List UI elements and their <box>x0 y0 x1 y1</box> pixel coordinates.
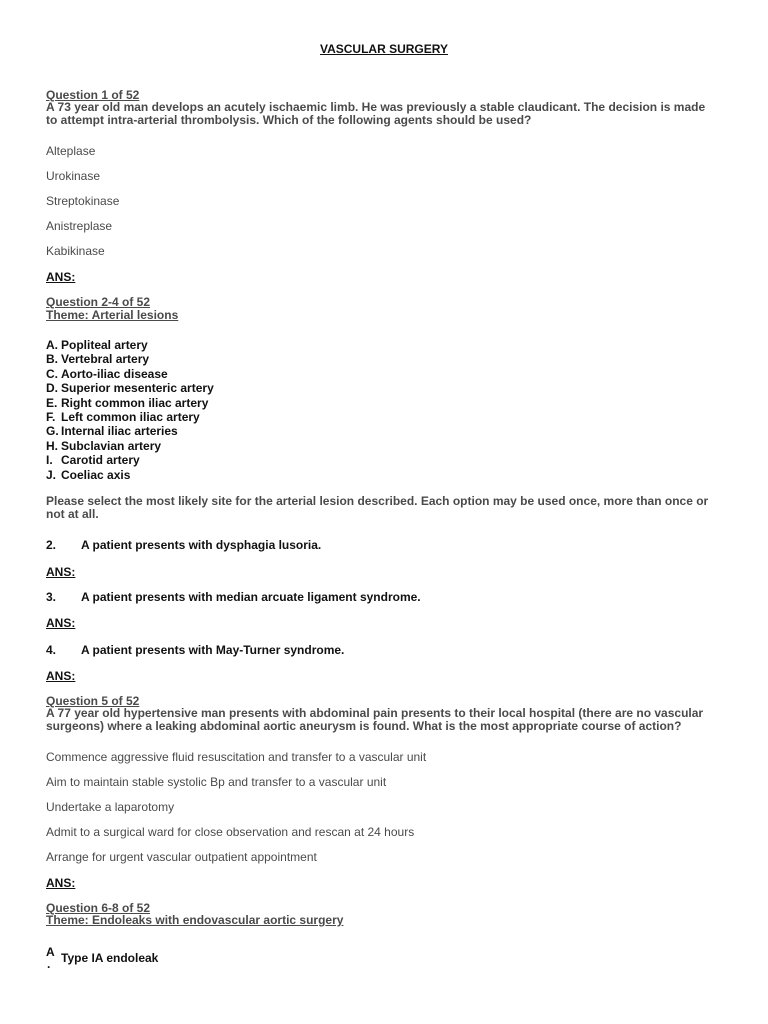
option-text: Popliteal artery <box>61 338 148 352</box>
option-text: Subclavian artery <box>61 438 162 453</box>
answer-label: ANS: <box>46 616 76 630</box>
question-2-4-instruction: Please select the most likely site for the arterial lesion described. Each option may be used once, more than once or not at all. <box>46 494 709 521</box>
option-text: Right common iliac artery <box>61 395 209 410</box>
option-letter: G. <box>46 424 59 439</box>
question-1-option: Streptokinase <box>46 194 120 208</box>
question-1-header: Question 1 of 52 <box>46 88 140 102</box>
question-6-8-header: Question 6-8 of 52 <box>46 901 151 915</box>
question-1-text: A 73 year old man develops an acutely ischaemic limb. He was previously a stable claudicant. The decision is made to attempt intra-arterial thrombolysis. Which of the following agents should be used? <box>46 100 706 127</box>
option-row <box>46 439 214 453</box>
question-item <box>46 643 344 657</box>
option-letter-dot: . <box>47 957 51 971</box>
question-number: 3. <box>46 590 57 604</box>
question-2-4-header: Question 2-4 of 52 <box>46 295 151 309</box>
question-stem: A patient presents with median arcuate ligament syndrome. <box>81 590 421 604</box>
option-row <box>46 468 214 482</box>
question-5-option: Undertake a laparotomy <box>46 800 175 814</box>
option-row <box>46 367 214 381</box>
option-row <box>46 453 214 467</box>
question-stem: A patient presents with May-Turner syndrome. <box>81 643 345 657</box>
option-text: Vertebral artery <box>61 352 150 367</box>
option-text: Left common iliac artery <box>61 409 200 424</box>
option-letter: H. <box>46 438 58 453</box>
answer-label: ANS: <box>46 565 76 579</box>
option-letter: A <box>46 945 55 959</box>
option-row <box>46 396 214 410</box>
option-row <box>46 338 214 352</box>
question-5-text: A 77 year old hypertensive man presents with abdominal pain presents to their local hospital (there are no vascular surgeons) where a leaking abdominal aortic aneurysm is found. What is the most appropriate course of action? <box>46 706 704 733</box>
option-text: Internal iliac arteries <box>61 424 178 439</box>
answer-label: ANS: <box>46 669 76 683</box>
question-stem: A patient presents with dysphagia lusoria. <box>81 538 322 552</box>
option-letter: F. <box>46 409 56 424</box>
question-1-answer-label: ANS: <box>46 270 76 284</box>
option-text: Carotid artery <box>61 453 140 468</box>
question-5-option: Aim to maintain stable systolic Bp and transfer to a vascular unit <box>46 775 387 789</box>
question-5-answer-label: ANS: <box>46 876 76 890</box>
question-item <box>46 590 421 604</box>
option-text: Aorto-iliac disease <box>61 366 168 381</box>
arterial-lesion-options <box>46 338 214 482</box>
question-5-option: Admit to a surgical ward for close observation and rescan at 24 hours <box>46 825 415 839</box>
question-1-option: Kabikinase <box>46 244 105 258</box>
option-letter: A. <box>46 338 58 352</box>
option-letter: D. <box>46 381 58 396</box>
question-item <box>46 538 321 552</box>
question-6-8-theme: Theme: Endoleaks with endovascular aortic surgery <box>46 913 344 927</box>
option-text: Coeliac axis <box>61 467 131 482</box>
question-1-option: Urokinase <box>46 169 101 183</box>
question-5-option: Commence aggressive fluid resuscitation and transfer to a vascular unit <box>46 750 427 764</box>
option-text: Type IA endoleak <box>61 951 159 965</box>
question-number: 4. <box>46 643 57 657</box>
document-title: VASCULAR SURGERY <box>319 42 448 56</box>
option-text: Superior mesenteric artery <box>61 381 214 396</box>
option-row <box>46 424 214 438</box>
option-letter: I. <box>46 453 53 468</box>
option-letter: B. <box>46 352 58 367</box>
option-row <box>46 352 214 366</box>
question-1-option: Anistreplase <box>46 219 113 233</box>
question-number: 2. <box>46 538 57 552</box>
question-5-option: Arrange for urgent vascular outpatient appointment <box>46 850 317 864</box>
question-2-4-theme: Theme: Arterial lesions <box>46 308 179 322</box>
question-1-option: Alteplase <box>46 144 96 158</box>
option-letter: C. <box>46 366 58 381</box>
question-5-header: Question 5 of 52 <box>46 694 140 708</box>
option-row <box>46 381 214 395</box>
option-row <box>46 410 214 424</box>
option-letter: J. <box>46 467 57 482</box>
option-letter: E. <box>46 395 58 410</box>
